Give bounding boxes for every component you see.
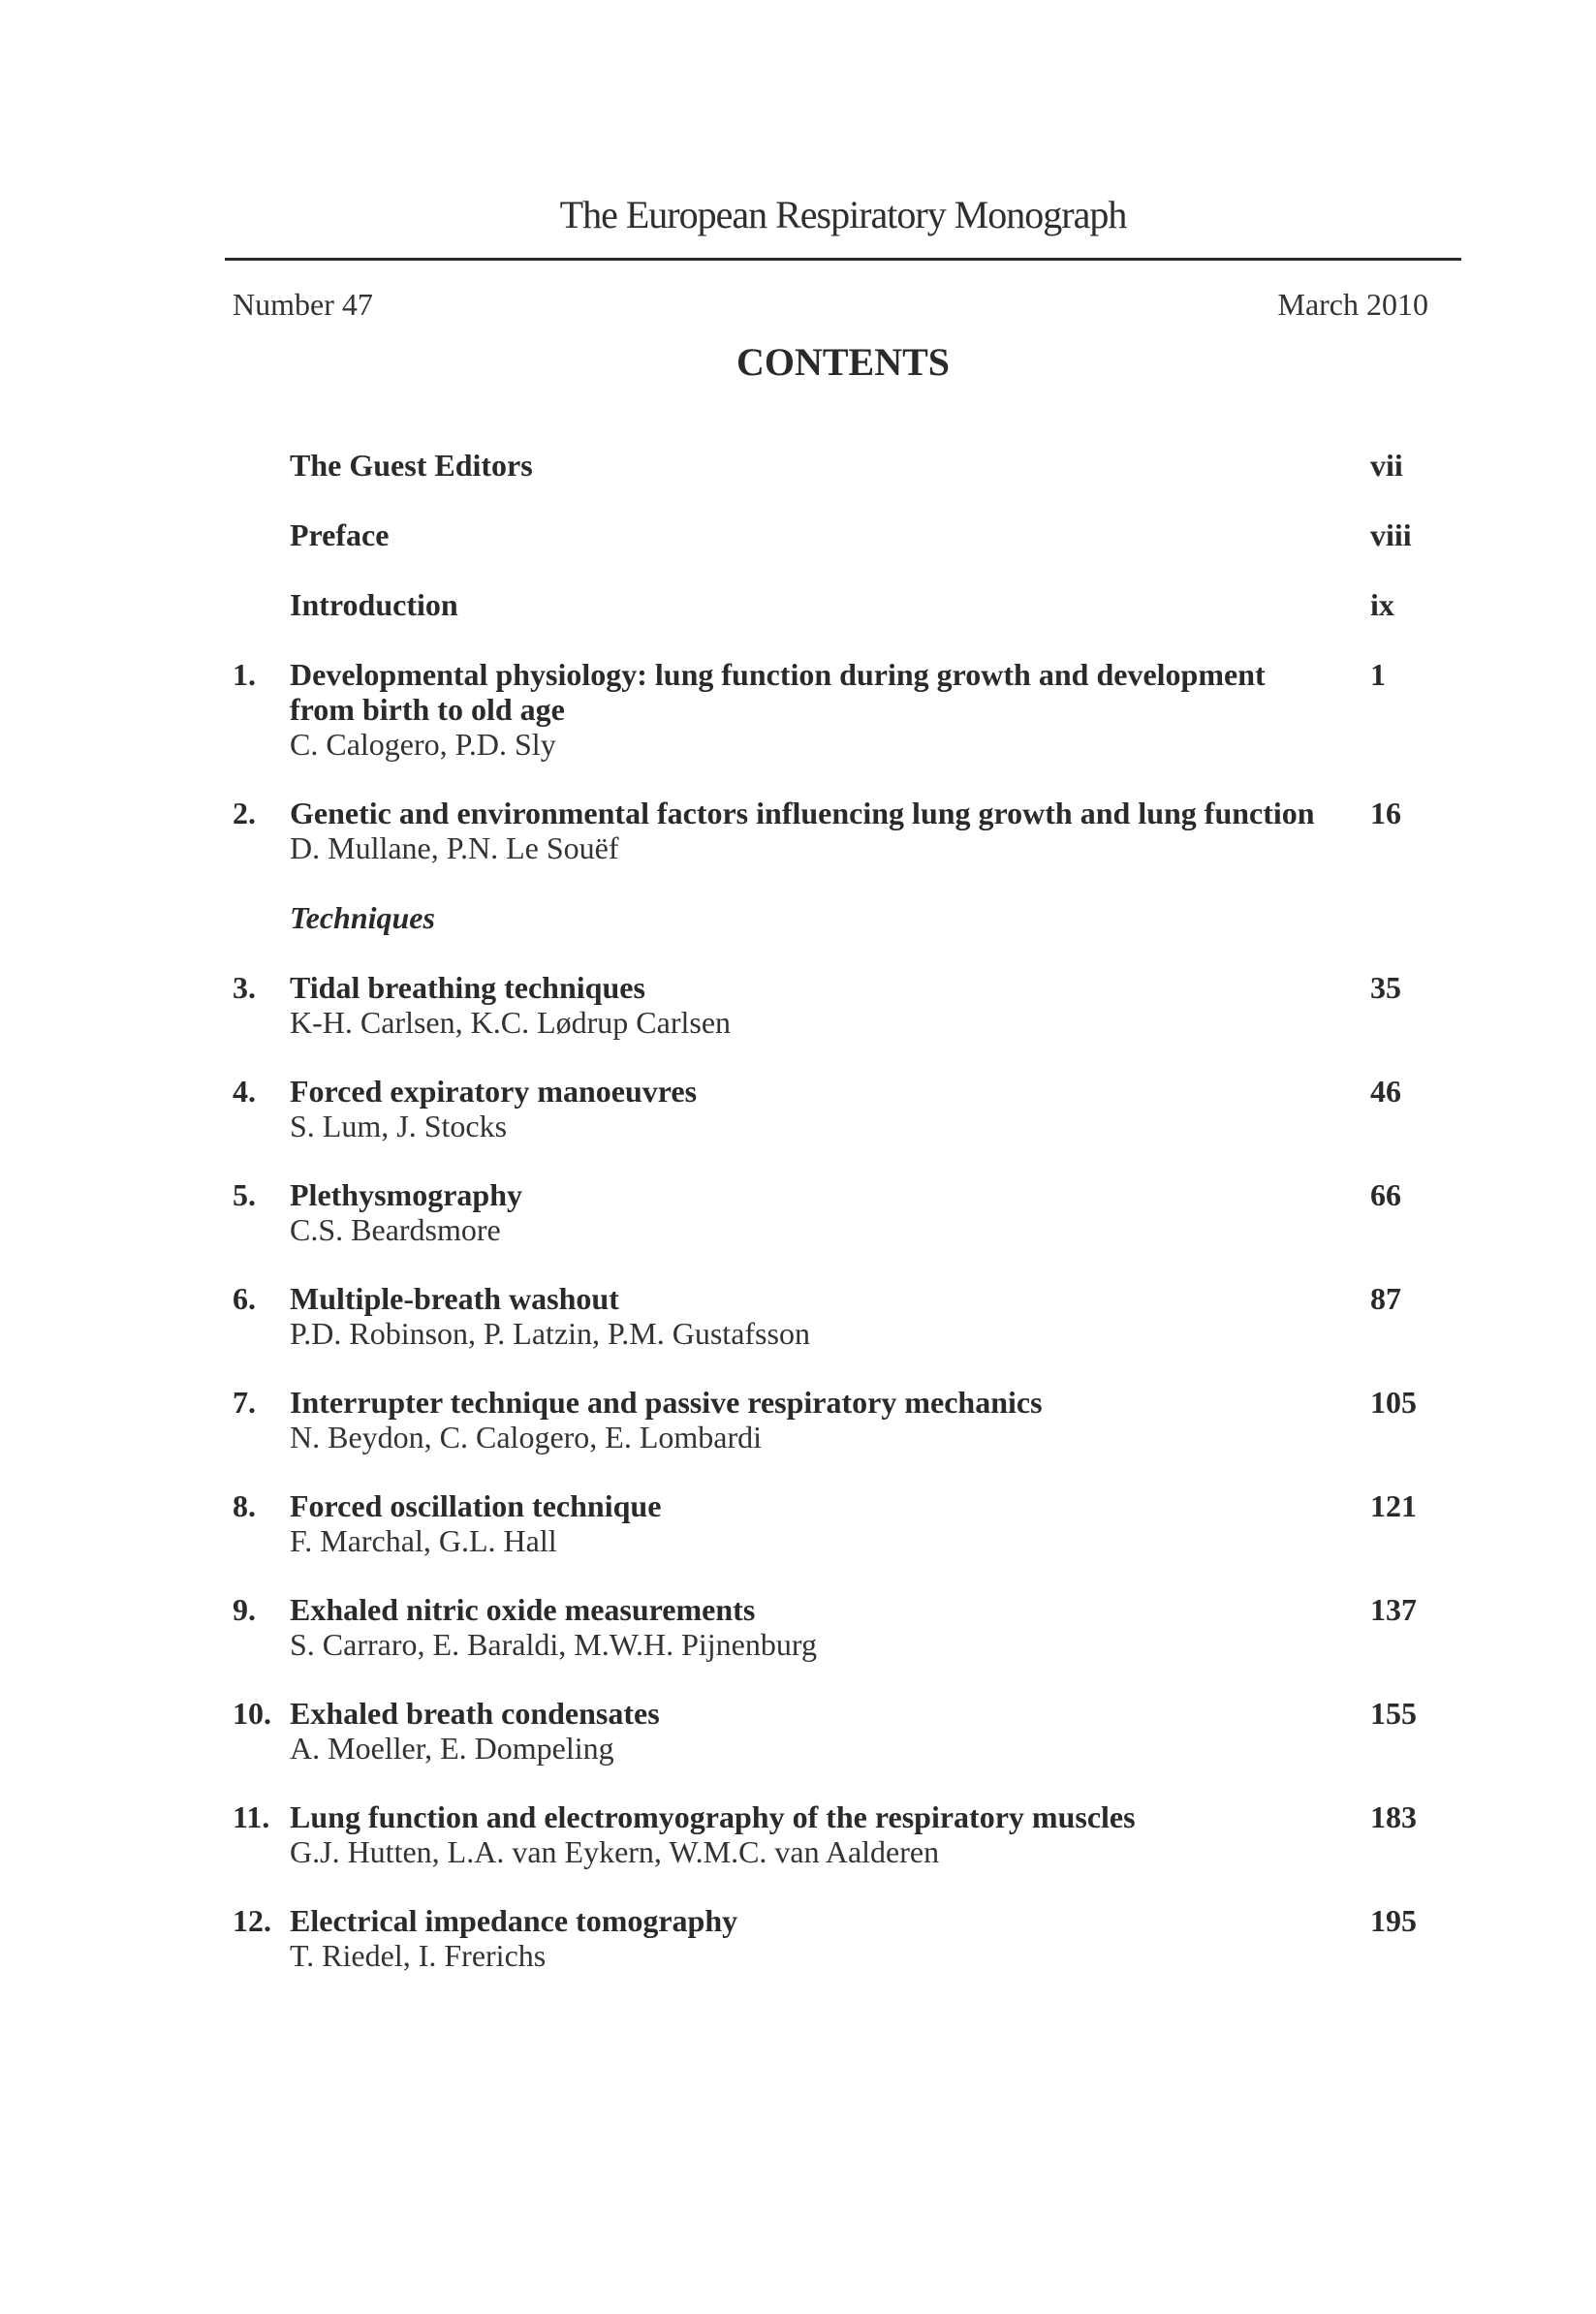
chapter-number: 5.	[233, 1177, 256, 1212]
chapter-authors: C. Calogero, P.D. Sly	[290, 727, 556, 762]
chapter-page: 155	[1370, 1696, 1417, 1731]
issue-number: Number 47	[233, 287, 373, 322]
toc-entry-page: vii	[1370, 448, 1403, 483]
chapter-authors: A. Moeller, E. Dompeling	[290, 1731, 614, 1766]
toc-entry-chapter-6	[233, 1281, 1428, 1351]
header-rule	[225, 258, 1461, 261]
toc-entry-chapter-2	[233, 796, 1428, 865]
chapter-authors: T. Riedel, I. Frerichs	[290, 1938, 547, 1973]
chapter-page: 16	[1370, 796, 1401, 830]
chapter-title: Interrupter technique and passive respiratory mechanics	[290, 1385, 1043, 1420]
chapter-number: 3.	[233, 970, 256, 1005]
toc-entry-page: ix	[1370, 587, 1394, 622]
chapter-title: Forced oscillation technique	[290, 1488, 662, 1523]
section-label-techniques: Techniques	[290, 900, 435, 935]
toc-entry-title: Preface	[290, 517, 390, 552]
chapter-title: Tidal breathing techniques	[290, 970, 645, 1005]
chapter-number: 10.	[233, 1696, 271, 1731]
toc-entry-guest-editors	[233, 448, 1428, 483]
chapter-authors: F. Marchal, G.L. Hall	[290, 1523, 557, 1558]
table-of-contents	[233, 448, 1428, 1973]
chapter-number: 2.	[233, 796, 256, 830]
issue-date: March 2010	[1277, 287, 1428, 322]
chapter-page: 195	[1370, 1903, 1417, 1938]
toc-entry-chapter-12	[233, 1903, 1428, 1973]
chapter-authors: S. Lum, J. Stocks	[290, 1109, 508, 1143]
chapter-page: 87	[1370, 1281, 1401, 1316]
chapter-number: 7.	[233, 1385, 256, 1420]
chapter-authors: C.S. Beardsmore	[290, 1212, 501, 1247]
toc-entry-chapter-8	[233, 1488, 1428, 1558]
toc-entry-title: Introduction	[290, 587, 458, 622]
chapter-number: 9.	[233, 1592, 256, 1627]
toc-entry-chapter-9	[233, 1592, 1428, 1662]
chapter-title: Forced expiratory manoeuvres	[290, 1074, 698, 1109]
chapter-page: 35	[1370, 970, 1401, 1005]
chapter-title: Electrical impedance tomography	[290, 1903, 738, 1938]
chapter-page: 183	[1370, 1799, 1417, 1834]
toc-entry-title: The Guest Editors	[290, 448, 533, 483]
toc-entry-chapter-11	[233, 1799, 1428, 1869]
chapter-page: 1	[1370, 657, 1386, 692]
chapter-number: 6.	[233, 1281, 256, 1316]
chapter-title: Genetic and environmental factors influencing lung growth and lung function	[290, 796, 1315, 830]
chapter-page: 46	[1370, 1074, 1401, 1109]
toc-entry-chapter-5	[233, 1177, 1428, 1247]
toc-entry-chapter-4	[233, 1074, 1428, 1143]
chapter-title: Exhaled nitric oxide measurements	[290, 1592, 756, 1627]
chapter-page: 121	[1370, 1488, 1417, 1523]
chapter-authors: P.D. Robinson, P. Latzin, P.M. Gustafsson	[290, 1316, 810, 1351]
chapter-authors: K-H. Carlsen, K.C. Lødrup Carlsen	[290, 1005, 732, 1040]
chapter-authors: D. Mullane, P.N. Le Souëf	[290, 830, 619, 865]
chapter-page: 137	[1370, 1592, 1417, 1627]
chapter-title: Lung function and electromyography of the respiratory muscles	[290, 1799, 1136, 1834]
chapter-authors: G.J. Hutten, L.A. van Eykern, W.M.C. van Aalderen	[290, 1834, 940, 1869]
chapter-page: 105	[1370, 1385, 1417, 1420]
toc-entry-page: viii	[1370, 517, 1412, 552]
toc-entry-chapter-3	[233, 970, 1428, 1040]
chapter-number: 1.	[233, 657, 256, 692]
toc-entry-chapter-1	[233, 657, 1428, 762]
chapter-number: 11.	[233, 1799, 270, 1834]
journal-title: The European Respiratory Monograph	[559, 193, 1127, 236]
chapter-page: 66	[1370, 1177, 1401, 1212]
chapter-title: Exhaled breath condensates	[290, 1696, 660, 1731]
toc-entry-preface	[233, 517, 1428, 552]
chapter-number: 12.	[233, 1903, 271, 1938]
chapter-title: Multiple-breath washout	[290, 1281, 619, 1316]
chapter-title: Developmental physiology: lung function during growth and development from birth to old age	[290, 657, 1266, 727]
chapter-number: 4.	[233, 1074, 256, 1109]
chapter-authors: S. Carraro, E. Baraldi, M.W.H. Pijnenburg	[290, 1627, 817, 1662]
contents-heading: CONTENTS	[735, 340, 951, 384]
chapter-title: Plethysmography	[290, 1177, 522, 1212]
toc-entry-introduction	[233, 587, 1428, 622]
toc-entry-chapter-10	[233, 1696, 1428, 1766]
chapter-number: 8.	[233, 1488, 256, 1523]
chapter-authors: N. Beydon, C. Calogero, E. Lombardi	[290, 1420, 763, 1454]
toc-entry-chapter-7	[233, 1385, 1428, 1454]
